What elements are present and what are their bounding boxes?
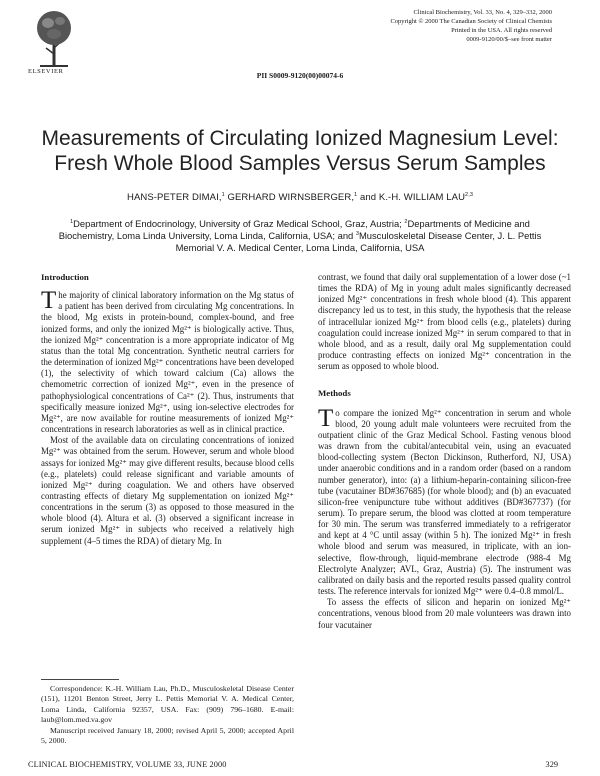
methods-paragraph-2: To assess the effects of silicon and heparin on ionized Mg²⁺ concentrations, venous blood from 20 male volunteers was drawn into four vacutainer bbox=[318, 597, 571, 630]
elsevier-tree-logo-icon bbox=[34, 8, 74, 68]
intro-paragraph-2: Most of the available data on circulating concentrations of ionized Mg²⁺ was obtained from the serum. However, serum and whole blood assays for ionized Mg²⁺ may give different results, because blood cells (e.g., platelets) could release significant and variable amounts of ionized Mg²⁺ during coagulation. We and others have observed contrasting effects of dietary Mg supplementation on ionized Mg²⁺ concentrations in the serum (3) as opposed to those measured in the whole blood (4). Altura et al. (3) observed a significant increase in serum ionized Mg²⁺ in subjects who received a relatively high supplement (4–5 times the RDA) of dietary Mg. In bbox=[41, 435, 294, 546]
author-wirnsberger: GERHARD WIRNSBERGER, bbox=[224, 192, 355, 203]
title-line-1: Measurements of Circulating Ionized Magnesium Level: bbox=[41, 127, 559, 150]
affiliations: $^1$Department of Endocrinology, University of Graz Medical School, Graz, Austria; $^2$Departments of Medicine and Biochemistry, Loma Linda University, Loma Linda, California, USA; and $^3$Musculoskeletal Disease Center, J. L. Pettis Memorial V. A. Medical Center, Loma Linda, California, USA bbox=[58, 218, 542, 254]
copyright-line: Copyright © 2000 The Canadian Society of Clinical Chemists bbox=[390, 18, 552, 25]
affiliation-pettis: Musculoskeletal Disease Center, J. L. Pettis Memorial V. A. Medical Center, Loma Linda, California, USA bbox=[175, 230, 542, 254]
author-dimai: HANS-PETER DIMAI, bbox=[126, 192, 222, 203]
printed-line: Printed in the USA. All rights reserved bbox=[451, 27, 552, 34]
correspondence-address: Correspondence: K.-H. William Lau, Ph.D., Musculoskeletal Disease Center (151), 11201 Benton Street, Jerry L. Pettis Memorial V. A. Medical Center, Loma Linda, California 92357, USA. Fax: (909) 796–1680. E-mail: laub@lom.med.va.gov bbox=[41, 684, 294, 725]
page-number: 329 bbox=[545, 760, 558, 769]
issn-line: 0009-9120/00/$–see front matter bbox=[466, 36, 552, 43]
journal-meta bbox=[390, 8, 552, 44]
intro-paragraph-1: The majority of clinical laboratory information on the Mg status of a patient has been derived from circulating Mg concentrations. In the blood, Mg exists in protein-bound, complex-bound, and free ionized forms, and only the ionized Mg²⁺ is biologically active. Thus, the ionized Mg²⁺ concentration is a more appropriate indicator of Mg status than the total Mg concentration. Synthetic neutral carriers for the determination of ionized Mg²⁺ concentrations have been developed (1), the selectivity of which toward calcium (Ca) allows the chemometric correction of ionized Mg²⁺, even in the presence of pathophysiological concentrations of Ca²⁺ (2). Thus, instruments that specifically measure ionized Mg²⁺, using ion-selective electrodes for Mg²⁺, are now available for routine measurements of ionized Mg²⁺ concentrations in research laboratories as well as in clinical practice. bbox=[41, 287, 294, 435]
drop-cap: T bbox=[41, 287, 57, 315]
intro-paragraph-3: contrast, we found that daily oral supplementation of a lower dose (~1 times the RDA) of Mg in young adult males significantly decreased ionized Mg²⁺ concentrations in fresh whole blood (4). This apparent discrepancy led us to test, in this study, the hypothesis that the release of intracellular ionized Mg²⁺ from blood cells (e.g., platelets) during coagulation could increase ionized Mg²⁺ in serum compared to that in whole blood, and as a result, daily oral Mg supplementation could produce contrasting effects on ionized Mg²⁺ concentration in the serum as opposed to whole blood. bbox=[318, 272, 571, 372]
introduction-heading: Introduction bbox=[41, 272, 89, 282]
right-column bbox=[318, 272, 571, 631]
author-list: HANS-PETER DIMAI,$^1$ GERHARD WIRNSBERGER,$^1$ and K.-H. WILLIAM LAU$^{2,3}$ bbox=[126, 192, 473, 203]
article-title bbox=[30, 126, 570, 176]
affiliation-loma-linda: Departments of Medicine and Biochemistry, Loma Linda University, Loma Linda, California, USA; and bbox=[58, 218, 530, 242]
footnote-divider bbox=[41, 679, 119, 680]
correspondence-footnote bbox=[41, 684, 294, 746]
author-lau: and K.-H. WILLIAM LAU bbox=[357, 192, 466, 203]
left-column bbox=[41, 272, 294, 547]
manuscript-dates: Manuscript received January 18, 2000; revised April 5, 2000; accepted April 5, 2000. bbox=[41, 725, 294, 746]
publisher-wordmark: ELSEVIER bbox=[28, 68, 64, 75]
citation-line: Clinical Biochemistry, Vol. 33, No. 4, 329–332, 2000 bbox=[413, 9, 552, 16]
affiliation-graz: Department of Endocrinology, University of Graz Medical School, Graz, Austria; bbox=[73, 218, 405, 229]
pii-identifier: PII S0009-9120(00)00074-6 bbox=[256, 71, 344, 80]
drop-cap: T bbox=[318, 404, 334, 432]
methods-paragraph-1: To compare the ionized Mg²⁺ concentration in serum and whole blood, 20 young adult male volunteers were recruited from the outpatient clinic of the Graz Medical School. Fasting venous blood was drawn from the cubital/antecubital vein, using an evacuated blood-collecting system (Becton Dickinson, Rutherford, NJ, USA) under anaerobic conditions and in a random order (based on a random number generator), into: (a) a lithium-heparin-containing silicon-free tube (vacutainer BD#367685) (for whole blood); and (b) an evacuated silicon-free venipuncture tube without additives (BD#367737) (for serum). To prepare serum, the blood was clotted at room temperature for 30 min. The serum was transferred immediately to a refrigerator and kept at 4 °C until assay (within 5 h). The ionized Mg²⁺ in fresh whole blood and serum was measured, in triplicate, with an ion-selective, flow-through, liquid-membrane electrode (988-4 Mg Electrolyte Analyzer; AVL, Graz, Austria) (5). The instrument was calibrated on daily basis and the reported results passed quality control tests. The reference intervals for ionized Mg²⁺ were 0.4–0.8 mmol/L. bbox=[318, 404, 571, 597]
footer-journal: CLINICAL BIOCHEMISTRY, VOLUME 33, JUNE 2000 bbox=[28, 760, 227, 769]
title-line-2: Fresh Whole Blood Samples Versus Serum Samples bbox=[54, 152, 546, 175]
methods-heading: Methods bbox=[318, 388, 351, 399]
